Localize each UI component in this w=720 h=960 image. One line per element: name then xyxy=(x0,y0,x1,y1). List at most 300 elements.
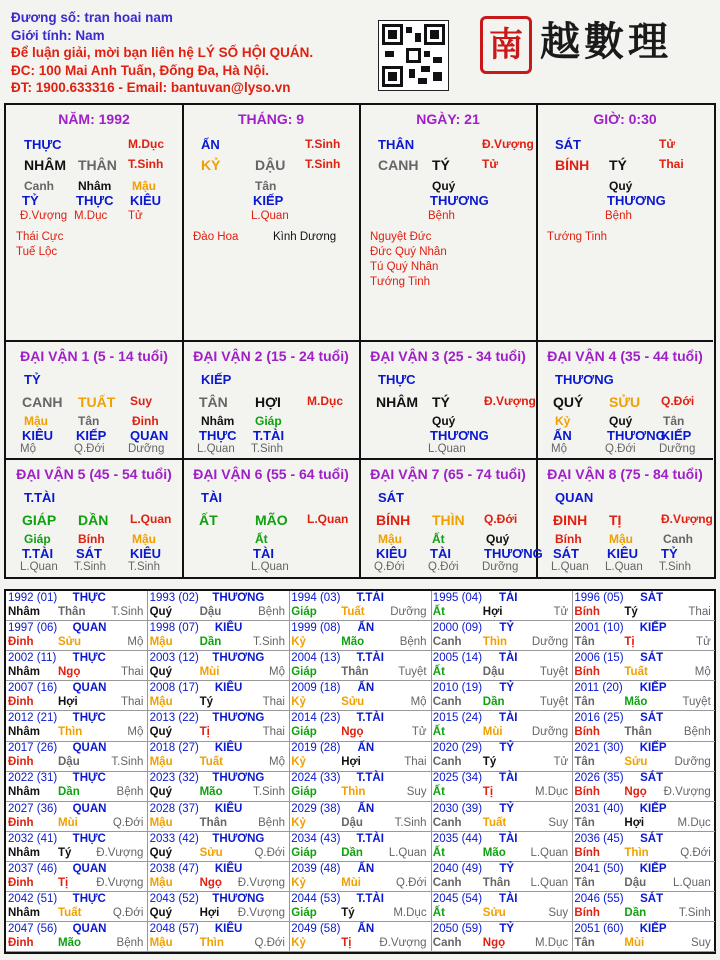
year-label: 2024 (33) xyxy=(291,772,341,785)
year-stage: Dưỡng xyxy=(531,726,569,739)
year-stage: Bệnh xyxy=(116,786,144,799)
year-stage: Q.Đới xyxy=(396,876,427,889)
year-label: 2002 (11) xyxy=(8,652,57,665)
branch: DẬU xyxy=(255,157,286,173)
year-stage: Đ.Vượng xyxy=(96,846,144,859)
year-cell xyxy=(572,711,714,741)
hidden-stage: Bệnh xyxy=(605,210,632,222)
seal-logo: 南 xyxy=(480,16,532,74)
hidden-stem: Tân xyxy=(78,414,100,428)
stage: L.Quan xyxy=(130,512,172,526)
year-branch: Mùi xyxy=(58,816,78,829)
year-branch: Sửu xyxy=(624,756,648,769)
year-stage: T.Sinh xyxy=(394,816,427,829)
year-branch: Mão xyxy=(624,696,648,709)
year-stage: L.Quan xyxy=(530,876,569,889)
hidden-stem: Mậu xyxy=(132,179,156,193)
dai-van-title: ĐẠI VẬN 3 (25 - 34 tuổi) xyxy=(370,348,526,364)
stage: T.Sinh xyxy=(128,157,164,171)
hidden-stage: Q.Đới xyxy=(374,561,405,573)
hidden-stem: Quý xyxy=(486,532,510,546)
year-branch: Hợi xyxy=(58,696,78,709)
dai-van-cell xyxy=(360,460,543,578)
hidden-stem: Mậu xyxy=(609,532,633,546)
year-stage: Suy xyxy=(406,786,427,799)
hidden-stem: Giáp xyxy=(255,414,282,428)
hidden-god: KIẾP xyxy=(76,428,107,443)
year-label: 1994 (03) xyxy=(291,592,341,604)
year-cell xyxy=(6,591,148,621)
year-cell xyxy=(6,862,148,892)
year-stage: T.Sinh xyxy=(253,786,285,799)
hidden-stage: Q.Đới xyxy=(74,443,105,455)
year-god: TÀI xyxy=(498,772,518,785)
stem-god: KIẾP xyxy=(201,372,232,387)
year-stem: Nhâm xyxy=(8,726,40,739)
dai-van-title: ĐẠI VẬN 2 (15 - 24 tuổi) xyxy=(193,348,349,364)
year-stage: M.Dục xyxy=(534,786,569,799)
year-stage: Q.Đới xyxy=(254,936,285,949)
year-cell xyxy=(6,741,148,771)
year-label: 2021 (30) xyxy=(574,742,624,755)
year-stage: Dưỡng xyxy=(531,636,569,649)
year-cell xyxy=(572,591,714,621)
year-stage: Mộ xyxy=(694,666,711,679)
year-branch: Sửu xyxy=(341,696,365,709)
year-cell xyxy=(289,711,431,741)
stem: NHÂM xyxy=(376,394,418,410)
year-branch: Hợi xyxy=(624,816,645,829)
year-cell xyxy=(572,832,714,862)
year-god: THƯƠNG xyxy=(212,712,265,725)
year-stage: Thai xyxy=(404,756,427,769)
year-god: ẤN xyxy=(357,802,375,815)
year-stem: Kỷ xyxy=(291,756,306,769)
year-cell xyxy=(572,771,714,801)
year-stem: Bính xyxy=(574,786,600,799)
year-stem: Quý xyxy=(149,786,172,799)
year-branch: Thìn xyxy=(624,846,649,859)
year-stem: Tân xyxy=(574,756,595,769)
year-stage: M.Dục xyxy=(677,816,711,829)
year-stem: Ất xyxy=(432,786,445,799)
year-stage: Bệnh xyxy=(258,606,285,618)
year-cell xyxy=(431,681,573,711)
year-stem: Canh xyxy=(432,936,462,949)
year-cell xyxy=(148,651,290,681)
year-stage: T.Sinh xyxy=(253,636,285,649)
hidden-god: THỰC xyxy=(76,193,114,208)
year-stem: Kỷ xyxy=(291,816,306,829)
year-cell xyxy=(289,771,431,801)
gender-label: Giới tính: xyxy=(11,27,72,43)
year-god: TỶ xyxy=(499,922,515,935)
year-stem: Ất xyxy=(432,606,445,618)
year-label: 2025 (34) xyxy=(432,772,483,785)
year-branch: Mùi xyxy=(624,936,645,949)
year-god: KIÊU xyxy=(214,622,243,635)
pillar-title: THÁNG: 9 xyxy=(237,111,305,127)
hidden-god: QUAN xyxy=(130,428,169,443)
year-stem: Bính xyxy=(574,606,600,618)
year-god: T.TÀI xyxy=(356,592,384,604)
year-cell xyxy=(572,621,714,651)
year-god: THỰC xyxy=(72,832,106,845)
year-cell xyxy=(572,802,714,832)
year-stage: Thai xyxy=(121,666,144,679)
year-label: 2008 (17) xyxy=(149,682,199,695)
year-cell xyxy=(431,802,573,832)
year-stage: Tử xyxy=(411,726,427,739)
star: Nguyệt Đức xyxy=(370,231,432,243)
year-branch: Sửu xyxy=(58,636,82,649)
year-stem: Đinh xyxy=(8,756,34,769)
year-stem: Giáp xyxy=(291,666,317,679)
branch: HỢI xyxy=(255,394,281,410)
branch: TỊ xyxy=(609,512,622,528)
year-stem: Ất xyxy=(432,726,445,739)
year-stage: Dưỡng xyxy=(674,756,711,769)
dai-van-title: ĐẠI VẬN 7 (65 - 74 tuổi) xyxy=(370,466,526,482)
year-stage: Suy xyxy=(548,906,569,919)
hidden-stem: Mậu xyxy=(24,414,48,428)
year-god: THƯƠNG xyxy=(212,592,265,604)
year-cell xyxy=(431,771,573,801)
year-branch: Mùi xyxy=(482,726,503,739)
stage-top: M.Dục xyxy=(128,137,164,151)
stem-god: THỰC xyxy=(24,137,62,152)
year-cell xyxy=(431,651,573,681)
year-god: THỰC xyxy=(72,772,106,785)
hidden-stage: L.Quan xyxy=(605,561,643,573)
hidden-stem: Đinh xyxy=(132,414,159,428)
year-label: 2006 (15) xyxy=(574,652,624,665)
year-stem: Kỷ xyxy=(291,936,306,949)
year-stage: Mộ xyxy=(410,696,427,709)
year-cell xyxy=(431,621,573,651)
year-god: ẤN xyxy=(357,862,375,875)
year-stage: Thai xyxy=(688,606,711,618)
year-stage: Tử xyxy=(553,756,569,769)
year-stem: Canh xyxy=(432,636,462,649)
year-stem: Kỷ xyxy=(291,636,306,649)
star: Tú Quý Nhân xyxy=(370,261,439,273)
year-stem: Mậu xyxy=(149,936,173,949)
year-label: 2049 (58) xyxy=(291,922,341,935)
hidden-god: TÀI xyxy=(253,546,274,561)
hidden-stage: T.Sinh xyxy=(74,561,106,573)
year-branch: Tị xyxy=(341,936,352,949)
hidden-god: KIÊU xyxy=(607,546,639,561)
hidden-god: ẤN xyxy=(553,428,572,443)
year-branch: Hợi xyxy=(341,756,361,769)
year-god: ẤN xyxy=(357,682,375,695)
dai-van-cell xyxy=(537,342,713,460)
hidden-stem: Nhâm xyxy=(78,179,112,193)
year-label: 1996 (05) xyxy=(574,592,624,604)
stem-god: THÂN xyxy=(378,137,415,152)
year-stem: Đinh xyxy=(8,936,34,949)
hidden-stage: Tử xyxy=(128,210,143,222)
year-branch: Mão xyxy=(58,936,81,949)
hidden-god: TỶ xyxy=(22,193,39,208)
stem-god: T.TÀI xyxy=(24,490,56,505)
year-stem: Canh xyxy=(432,816,462,829)
year-stem: Canh xyxy=(432,876,462,889)
star: Tướng Tinh xyxy=(370,276,430,288)
year-stage: T.Sinh xyxy=(678,906,711,919)
year-label: 2029 (38) xyxy=(291,802,341,815)
year-stem: Tân xyxy=(574,936,595,949)
year-stage: T.Sinh xyxy=(111,606,144,618)
year-cell xyxy=(289,741,431,771)
year-cell xyxy=(431,832,573,862)
year-cell xyxy=(6,771,148,801)
year-label: 2010 (19) xyxy=(432,682,483,695)
year-god: TỶ xyxy=(499,742,515,755)
year-label: 2022 (31) xyxy=(8,772,58,785)
year-god: T.TÀI xyxy=(356,832,384,845)
year-god: T.TÀI xyxy=(356,772,384,785)
stem-god: THƯƠNG xyxy=(555,372,614,387)
year-branch: Tị xyxy=(624,636,635,649)
address: ĐC: 100 Mai Anh Tuấn, Đống Đa, Hà Nội. xyxy=(11,62,270,78)
year-branch: Sửu xyxy=(199,846,223,859)
year-label: 2042 (51) xyxy=(8,892,58,905)
pillar-title: NGÀY: 21 xyxy=(416,111,480,127)
dai-van-cell xyxy=(183,460,361,578)
header-info xyxy=(11,9,313,97)
year-stem: Quý xyxy=(149,846,172,859)
hidden-stage: L.Quan xyxy=(428,443,466,455)
stage-top: Đ.Vượng xyxy=(482,137,534,151)
dai-van-title: ĐẠI VẬN 1 (5 - 14 tuổi) xyxy=(20,348,168,364)
year-cell xyxy=(148,892,290,922)
branch: THÂN xyxy=(78,157,117,173)
year-stem: Bính xyxy=(574,666,600,679)
year-stem: Ất xyxy=(432,666,445,679)
year-stage: Dưỡng xyxy=(390,606,427,618)
year-branch: Thân xyxy=(624,726,652,739)
year-cell xyxy=(148,832,290,862)
hidden-stem: Ất xyxy=(432,532,445,546)
year-stage: Tuyệt xyxy=(682,696,711,709)
dai-van-title: ĐẠI VẬN 5 (45 - 54 tuổi) xyxy=(16,466,172,482)
year-stem: Mậu xyxy=(149,696,173,709)
year-label: 2013 (22) xyxy=(149,712,199,725)
year-stem: Giáp xyxy=(291,846,317,859)
hidden-stage: Q.Đới xyxy=(428,561,459,573)
year-stem: Nhâm xyxy=(8,906,40,919)
year-cell xyxy=(289,862,431,892)
year-god: SÁT xyxy=(640,652,664,665)
year-stage: Đ.Vượng xyxy=(96,876,144,889)
year-god: THƯƠNG xyxy=(212,772,265,785)
year-god: SÁT xyxy=(640,772,664,785)
year-stem: Mậu xyxy=(149,636,173,649)
dai-van-title: ĐẠI VẬN 4 (35 - 44 tuổi) xyxy=(547,348,703,364)
year-branch: Dậu xyxy=(58,756,80,769)
stem-god: QUAN xyxy=(555,490,594,505)
year-cell xyxy=(289,681,431,711)
pillar-cell xyxy=(360,105,538,342)
year-cell xyxy=(148,771,290,801)
year-god: QUAN xyxy=(72,802,107,815)
pillar-title: GIỜ: 0:30 xyxy=(593,111,657,127)
year-stem: Nhâm xyxy=(8,606,40,618)
year-branch: Ngọ xyxy=(624,786,647,799)
star: Thái Cực xyxy=(16,231,64,243)
pillar-cell xyxy=(537,105,713,342)
year-god: T.TÀI xyxy=(356,652,384,665)
year-stem: Nhâm xyxy=(8,666,40,679)
hidden-god: KIÊU xyxy=(130,193,162,208)
hidden-stage: T.Sinh xyxy=(251,443,283,455)
year-stem: Kỷ xyxy=(291,876,306,889)
year-god: KIÊU xyxy=(214,922,243,935)
hidden-stem: Mậu xyxy=(378,532,402,546)
hidden-stage: L.Quan xyxy=(251,210,289,222)
hidden-stem: Kỷ xyxy=(555,414,571,428)
year-label: 2023 (32) xyxy=(149,772,199,785)
stem-god: TỶ xyxy=(24,372,41,387)
year-branch: Mão xyxy=(482,846,506,859)
year-stem: Đinh xyxy=(8,816,34,829)
year-cell xyxy=(6,681,148,711)
star: Kình Dương xyxy=(273,231,337,243)
year-cell xyxy=(572,651,714,681)
hidden-stem: Giáp xyxy=(24,532,51,546)
branch: TÝ xyxy=(432,394,450,410)
year-branch: Dậu xyxy=(624,876,647,889)
hidden-god: KIÊU xyxy=(130,546,162,561)
year-cell xyxy=(431,591,573,621)
year-god: TỶ xyxy=(499,682,515,695)
hidden-stage: Bệnh xyxy=(428,210,455,222)
year-god: TỶ xyxy=(499,862,515,875)
year-branch: Ngọ xyxy=(482,936,506,949)
hidden-stage: Đ.Vượng xyxy=(20,210,68,222)
year-stem: Đinh xyxy=(8,696,34,709)
hidden-stem: Quý xyxy=(432,414,456,428)
year-branch: Thìn xyxy=(482,636,508,649)
year-branch: Dậu xyxy=(341,816,363,829)
year-label: 1992 (01) xyxy=(8,592,58,604)
year-cell xyxy=(572,681,714,711)
stem: QUÝ xyxy=(553,394,584,410)
stem-god: ẤN xyxy=(201,137,220,152)
hidden-stem: Tân xyxy=(663,414,685,428)
year-cell xyxy=(289,591,431,621)
hidden-stem: Canh xyxy=(663,532,693,546)
year-branch: Thân xyxy=(341,666,369,679)
year-stage: L.Quan xyxy=(673,876,711,889)
year-cell xyxy=(6,832,148,862)
year-cell xyxy=(289,892,431,922)
year-cell xyxy=(148,802,290,832)
year-god: KIẾP xyxy=(639,682,667,695)
hidden-stage: T.Sinh xyxy=(128,561,160,573)
year-label: 2019 (28) xyxy=(291,742,341,755)
year-god: SÁT xyxy=(640,832,664,845)
year-label: 2007 (16) xyxy=(8,682,58,695)
stem-god: TÀI xyxy=(201,490,222,505)
hidden-stage: Mộ xyxy=(551,443,567,455)
year-god: QUAN xyxy=(72,682,107,695)
dai-van-cell xyxy=(183,342,361,460)
year-cell xyxy=(431,892,573,922)
year-god: QUAN xyxy=(72,622,107,635)
year-stage: Suy xyxy=(690,936,711,949)
year-label: 2015 (24) xyxy=(432,712,483,725)
year-branch: Thân xyxy=(482,876,511,889)
year-label: 2014 (23) xyxy=(291,712,341,725)
year-stage: Bệnh xyxy=(683,726,711,739)
year-branch: Tý xyxy=(624,606,638,618)
year-stage: Đ.Vượng xyxy=(237,876,285,889)
year-label: 1997 (06) xyxy=(8,622,58,635)
year-god: T.TÀI xyxy=(356,892,384,905)
year-branch: Dần xyxy=(58,786,80,799)
hidden-stage: L.Quan xyxy=(20,561,58,573)
year-branch: Dần xyxy=(341,846,363,859)
hidden-god: KIẾP xyxy=(661,428,692,443)
hidden-god: THỰC xyxy=(199,428,237,443)
pillar-cell xyxy=(6,105,184,342)
year-branch: Tý xyxy=(341,906,355,919)
year-god: TÀI xyxy=(498,652,518,665)
year-cell xyxy=(289,651,431,681)
year-branch: Tý xyxy=(482,756,497,769)
year-cell xyxy=(148,741,290,771)
star: Đức Quý Nhân xyxy=(370,246,447,258)
year-stage: Q.Đới xyxy=(254,846,285,859)
year-stem: Giáp xyxy=(291,906,317,919)
year-label: 2001 (10) xyxy=(574,622,624,635)
year-branch: Mùi xyxy=(199,666,220,679)
year-god: TỶ xyxy=(499,802,515,815)
year-label: 2011 (20) xyxy=(574,682,623,695)
year-stage: Thai xyxy=(262,726,285,739)
year-label: 2026 (35) xyxy=(574,772,624,785)
year-cell xyxy=(431,922,573,952)
branch: DẦN xyxy=(78,512,109,528)
hidden-god: SÁT xyxy=(553,546,579,561)
year-branch: Thân xyxy=(58,606,86,618)
year-cell xyxy=(289,621,431,651)
year-label: 2032 (41) xyxy=(8,832,58,845)
year-god: THỰC xyxy=(72,592,106,604)
year-label: 2005 (14) xyxy=(432,652,483,665)
year-stem: Mậu xyxy=(149,756,173,769)
hidden-stem: Quý xyxy=(609,414,633,428)
year-branch: Dậu xyxy=(199,606,222,618)
year-god: KIẾP xyxy=(639,922,667,935)
year-god: TÀI xyxy=(498,892,518,905)
year-cell xyxy=(148,862,290,892)
year-stem: Giáp xyxy=(291,606,317,618)
dai-van-cell xyxy=(6,342,184,460)
qr-code-icon[interactable] xyxy=(378,20,449,91)
year-branch: Tuất xyxy=(341,606,365,618)
year-god: KIÊU xyxy=(214,862,243,875)
year-label: 2045 (54) xyxy=(432,892,483,905)
hidden-stem: Quý xyxy=(609,179,633,193)
year-stage: Tuyệt xyxy=(539,666,569,679)
year-god: KIÊU xyxy=(214,682,243,695)
year-stage: Tuyệt xyxy=(539,696,569,709)
year-label: 2035 (44) xyxy=(432,832,483,845)
